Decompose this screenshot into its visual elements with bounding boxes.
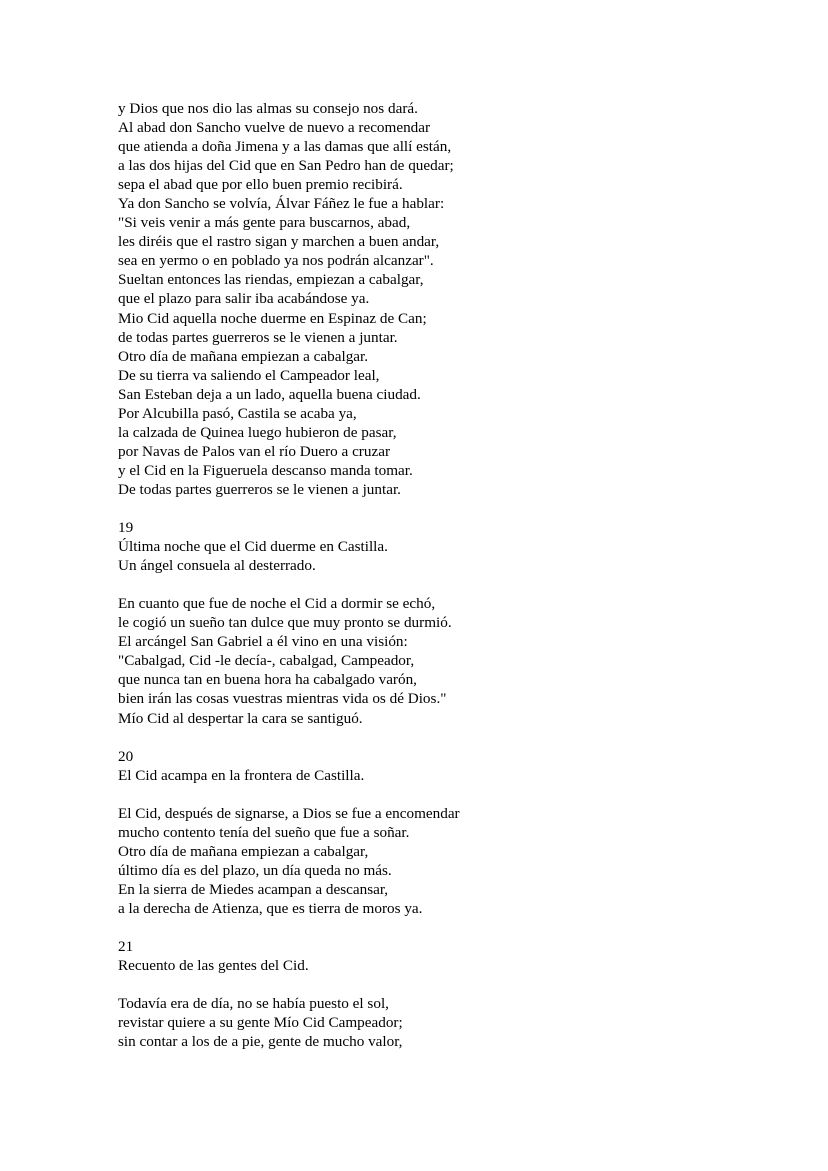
verse-stanza — [118, 99, 808, 499]
verse-line: le cogió un sueño tan dulce que muy pronto se durmió. — [118, 614, 452, 632]
verse-line: En cuanto que fue de noche el Cid a dormir se echó, — [118, 595, 436, 613]
section-title-line: Un ángel consuela al desterrado. — [118, 557, 316, 575]
verse-line: les diréis que el rastro sigan y marchen a buen andar, — [118, 233, 440, 251]
section-title-line: El Cid acampa en la frontera de Castilla. — [118, 766, 365, 784]
verse-line: Otro día de mañana empiezan a cabalgar. — [118, 347, 369, 365]
section-number: 21 — [118, 938, 134, 956]
verse-line: que atienda a doña Jimena y a las damas que allí están, — [118, 138, 452, 156]
verse-line: Mio Cid aquella noche duerme en Espinaz de Can; — [118, 309, 427, 327]
verse-line: bien irán las cosas vuestras mientras vida os dé Dios." — [118, 690, 447, 708]
stanza-gap — [118, 728, 808, 747]
verse-line: "Si veis venir a más gente para buscarnos, abad, — [118, 214, 411, 232]
verse-stanza — [118, 994, 808, 1051]
verse-line: De todas partes guerreros se le vienen a juntar. — [118, 480, 401, 498]
stanza-gap — [118, 499, 808, 518]
verse-line: Al abad don Sancho vuelve de nuevo a recomendar — [118, 119, 431, 137]
verse-line: sea en yermo o en poblado ya nos podrán alcanzar". — [118, 252, 434, 270]
verse-line: En la sierra de Miedes acampan a descansar, — [118, 880, 389, 898]
section-title-line: Recuento de las gentes del Cid. — [118, 957, 309, 975]
verse-line: Todavía era de día, no se había puesto el sol, — [118, 995, 389, 1013]
section-heading — [118, 937, 808, 975]
verse-line: y Dios que nos dio las almas su consejo nos dará. — [118, 100, 418, 117]
verse-stanza — [118, 804, 808, 918]
stanza-gap — [118, 918, 808, 937]
stanza-gap — [118, 785, 808, 804]
verse-line: San Esteban deja a un lado, aquella buena ciudad. — [118, 385, 421, 403]
verse-line: Ya don Sancho se volvía, Álvar Fáñez le fue a hablar: — [118, 195, 445, 213]
section-title-line: Última noche que el Cid duerme en Castilla. — [118, 538, 388, 556]
verse-line: de todas partes guerreros se le vienen a juntar. — [118, 328, 398, 346]
verse-line: que nunca tan en buena hora ha cabalgado varón, — [118, 671, 417, 689]
verse-line: Mío Cid al despertar la cara se santiguó. — [118, 709, 363, 727]
stanza-gap — [118, 575, 808, 594]
verse-line: a la derecha de Atienza, que es tierra de moros ya. — [118, 899, 423, 917]
verse-line: Por Alcubilla pasó, Castila se acaba ya, — [118, 404, 357, 422]
section-heading — [118, 518, 808, 575]
verse-line: sin contar a los de a pie, gente de mucho valor, — [118, 1033, 403, 1051]
verse-line: De su tierra va saliendo el Campeador leal, — [118, 366, 380, 384]
verse-line: Otro día de mañana empiezan a cabalgar, — [118, 842, 369, 860]
verse-line: a las dos hijas del Cid que en San Pedro han de quedar; — [118, 157, 454, 175]
verse-line: revistar quiere a su gente Mío Cid Campeador; — [118, 1014, 403, 1032]
verse-line: y el Cid en la Figueruela descanso manda tomar. — [118, 461, 413, 479]
verse-line: "Cabalgad, Cid -le decía-, cabalgad, Campeador, — [118, 652, 415, 670]
verse-line: por Navas de Palos van el río Duero a cruzar — [118, 442, 391, 460]
verse-line: El arcángel San Gabriel a él vino en una visión: — [118, 633, 408, 651]
verse-line: sepa el abad que por ello buen premio recibirá. — [118, 176, 403, 194]
section-number: 19 — [118, 519, 134, 537]
verse-line: mucho contento tenía del sueño que fue a soñar. — [118, 823, 410, 841]
section-number: 20 — [118, 747, 134, 765]
verse-line: El Cid, después de signarse, a Dios se fue a encomendar — [118, 804, 460, 822]
verse-line: último día es del plazo, un día queda no más. — [118, 861, 392, 879]
verse-line: la calzada de Quinea luego hubieron de pasar, — [118, 423, 397, 441]
verse-stanza — [118, 594, 808, 727]
section-heading — [118, 747, 808, 785]
verse-line: Sueltan entonces las riendas, empiezan a cabalgar, — [118, 271, 424, 289]
stanza-gap — [118, 975, 808, 994]
document-page — [118, 99, 808, 1051]
verse-line: que el plazo para salir iba acabándose ya. — [118, 290, 370, 308]
